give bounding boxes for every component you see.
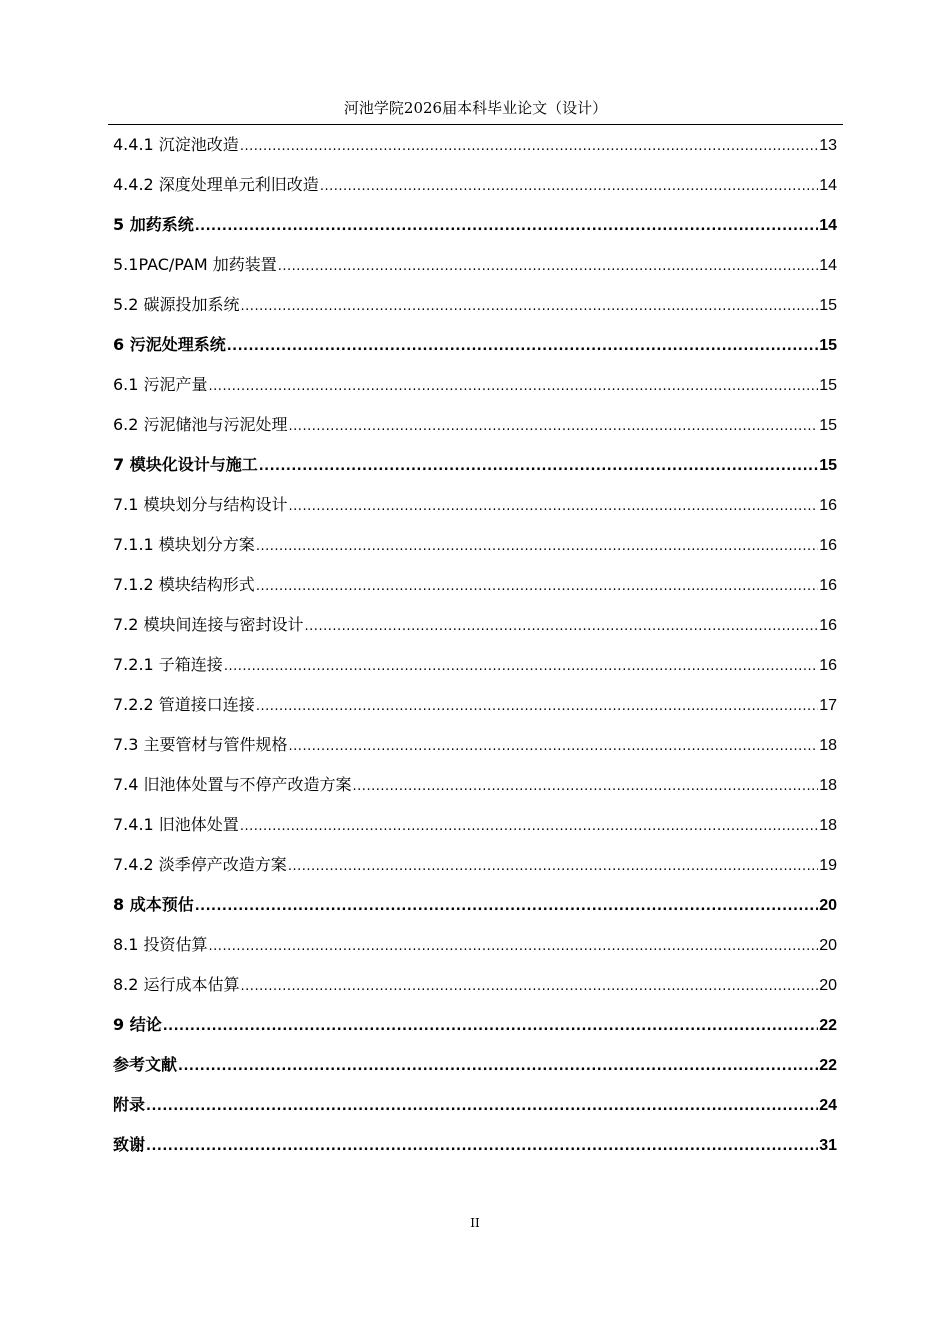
toc-entry-page: 20 <box>819 937 837 954</box>
toc-entry[interactable] <box>113 251 837 291</box>
toc-entry-page: 13 <box>819 137 837 154</box>
toc-dot-leader <box>288 853 818 881</box>
toc-entry-title: 7.2.1 子箱连接 <box>113 655 223 674</box>
toc-entry-title: 5.2 碳源投加系统 <box>113 295 240 314</box>
toc-entry-title: 8 成本预估 <box>113 895 194 914</box>
toc-entry-title: 附录 <box>113 1095 146 1114</box>
toc-entry[interactable] <box>113 931 837 971</box>
toc-entry-page: 24 <box>819 1097 837 1114</box>
toc-entry-page: 16 <box>819 577 837 594</box>
toc-entry-title: 参考文献 <box>113 1055 178 1074</box>
toc-dot-leader <box>256 693 818 721</box>
toc-dot-leader <box>224 653 818 681</box>
toc-entry-title: 7 模块化设计与施工 <box>113 455 258 474</box>
toc-entry-page: 19 <box>819 857 837 874</box>
toc-dot-leader <box>195 893 818 921</box>
toc-dot-leader <box>256 533 818 561</box>
toc-dot-leader <box>320 173 818 201</box>
toc-entry-page: 15 <box>819 377 837 394</box>
toc-entry-title: 7.3 主要管材与管件规格 <box>113 735 288 754</box>
toc-entry-page: 16 <box>819 657 837 674</box>
toc-entry[interactable] <box>113 1091 837 1131</box>
toc-entry[interactable] <box>113 1051 837 1091</box>
toc-entry[interactable] <box>113 1011 837 1051</box>
page-number: II <box>470 1216 480 1230</box>
toc-entry[interactable] <box>113 491 837 531</box>
toc-entry[interactable] <box>113 811 837 851</box>
page-header: 河池学院2026届本科毕业论文（设计） <box>343 99 608 117</box>
toc-dot-leader <box>241 973 819 1001</box>
toc-dot-leader <box>146 1093 818 1121</box>
toc-dot-leader <box>305 613 819 641</box>
toc-entry[interactable] <box>113 411 837 451</box>
toc-entry-page: 15 <box>819 337 837 354</box>
toc-dot-leader <box>195 213 818 241</box>
toc-entry-page: 20 <box>819 977 837 994</box>
toc-entry-title: 7.4.2 淡季停产改造方案 <box>113 855 287 874</box>
table-of-contents <box>113 131 837 1171</box>
toc-entry-page: 17 <box>819 697 837 714</box>
toc-dot-leader <box>289 413 819 441</box>
toc-entry-title: 7.1 模块划分与结构设计 <box>113 495 288 514</box>
toc-entry[interactable] <box>113 371 837 411</box>
toc-dot-leader <box>241 293 819 321</box>
toc-entry-title: 5 加药系统 <box>113 215 194 234</box>
toc-entry-title: 8.2 运行成本估算 <box>113 975 240 994</box>
toc-entry[interactable] <box>113 451 837 491</box>
toc-entry-title: 8.1 投资估算 <box>113 935 208 954</box>
header-divider <box>108 124 843 125</box>
toc-entry[interactable] <box>113 531 837 571</box>
toc-entry-page: 31 <box>819 1137 837 1154</box>
toc-entry[interactable] <box>113 131 837 171</box>
toc-entry-title: 致谢 <box>113 1135 146 1154</box>
toc-dot-leader <box>146 1133 818 1161</box>
toc-entry-title: 9 结论 <box>113 1015 162 1034</box>
toc-dot-leader <box>209 373 819 401</box>
toc-entry-page: 14 <box>819 177 837 194</box>
toc-dot-leader <box>227 333 818 361</box>
toc-entry-page: 16 <box>819 497 837 514</box>
toc-entry[interactable] <box>113 891 837 931</box>
toc-entry-page: 15 <box>819 457 837 474</box>
toc-entry-title: 7.4.1 旧池体处置 <box>113 815 239 834</box>
toc-dot-leader <box>353 773 819 801</box>
toc-dot-leader <box>178 1053 818 1081</box>
toc-entry[interactable] <box>113 731 837 771</box>
toc-entry[interactable] <box>113 611 837 651</box>
toc-entry-title: 7.4 旧池体处置与不停产改造方案 <box>113 775 352 794</box>
toc-entry-page: 22 <box>819 1057 837 1074</box>
toc-entry[interactable] <box>113 771 837 811</box>
toc-entry[interactable] <box>113 331 837 371</box>
toc-entry-title: 4.4.1 沉淀池改造 <box>113 135 239 154</box>
toc-entry-title: 7.2.2 管道接口连接 <box>113 695 255 714</box>
toc-entry-page: 22 <box>819 1017 837 1034</box>
toc-entry-page: 18 <box>819 817 837 834</box>
toc-entry[interactable] <box>113 571 837 611</box>
toc-entry-title: 4.4.2 深度处理单元利旧改造 <box>113 175 319 194</box>
toc-entry-title: 6.1 污泥产量 <box>113 375 208 394</box>
toc-entry-page: 18 <box>819 737 837 754</box>
toc-entry-title: 7.1.1 模块划分方案 <box>113 535 255 554</box>
toc-entry[interactable] <box>113 1131 837 1171</box>
toc-entry-page: 16 <box>819 537 837 554</box>
toc-entry[interactable] <box>113 851 837 891</box>
toc-entry-title: 7.1.2 模块结构形式 <box>113 575 255 594</box>
toc-dot-leader <box>209 933 819 961</box>
toc-entry-page: 20 <box>819 897 837 914</box>
toc-dot-leader <box>289 733 819 761</box>
toc-entry[interactable] <box>113 211 837 251</box>
toc-dot-leader <box>278 253 818 281</box>
toc-entry[interactable] <box>113 651 837 691</box>
toc-dot-leader <box>163 1013 818 1041</box>
toc-dot-leader <box>259 453 818 481</box>
toc-entry[interactable] <box>113 171 837 211</box>
toc-entry-title: 5.1PAC/PAM 加药装置 <box>113 255 277 274</box>
toc-entry-page: 18 <box>819 777 837 794</box>
toc-dot-leader <box>240 813 818 841</box>
toc-dot-leader <box>240 133 818 161</box>
toc-entry-page: 15 <box>819 417 837 434</box>
toc-entry[interactable] <box>113 971 837 1011</box>
toc-entry-title: 6.2 污泥储池与污泥处理 <box>113 415 288 434</box>
toc-entry-title: 6 污泥处理系统 <box>113 335 226 354</box>
toc-dot-leader <box>256 573 818 601</box>
toc-entry-page: 14 <box>819 257 837 274</box>
toc-entry-page: 16 <box>819 617 837 634</box>
toc-entry[interactable] <box>113 291 837 331</box>
toc-entry-title: 7.2 模块间连接与密封设计 <box>113 615 304 634</box>
toc-entry-page: 15 <box>819 297 837 314</box>
toc-entry-page: 14 <box>819 217 837 234</box>
toc-entry[interactable] <box>113 691 837 731</box>
toc-dot-leader <box>289 493 819 521</box>
